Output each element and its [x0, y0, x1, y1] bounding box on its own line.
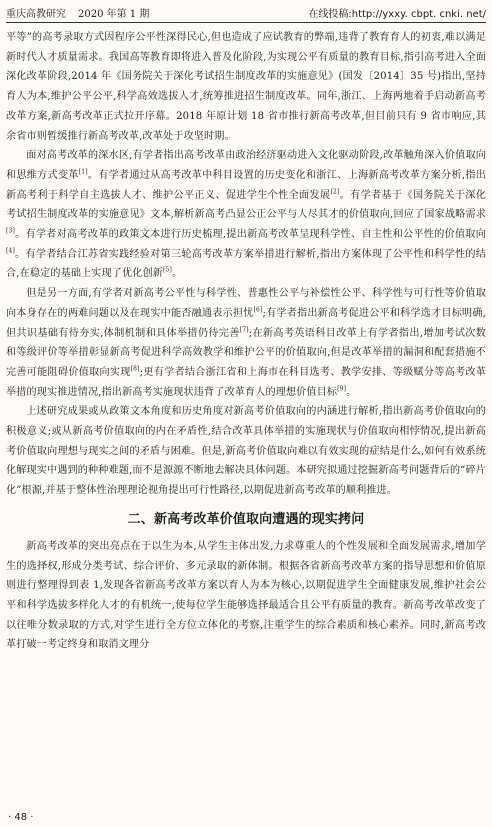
- citation-ref: [9]: [337, 385, 347, 393]
- text-run: 。有学者结合江苏省实践经验对第三轮高考改革方案举措进行解析,指出方案体现了公平性和科学性的结合,在稳定的基础上实现了优化创新: [6, 248, 486, 280]
- section-title: 二、新高考改革价值取向遭遇的现实拷问: [127, 511, 365, 527]
- issue-label: 2020 年第 1 期: [78, 8, 150, 20]
- journal-name: 重庆高教研究: [6, 8, 66, 20]
- citation-ref: [3]: [6, 227, 15, 235]
- text-run: 。: [171, 268, 183, 280]
- paragraph: 上述研究成果或从政策文本角度和历史角度对新高考价值取向的内涵进行解析,指出新高考价值取向的积极意义;或从新高考价值取向的内在矛盾性,结合改革具体举措的实施现状与价值取向相悖情况,提出新高考价值取向理想与现实之间的矛盾与困难。但是,新高考价值取向难以有效实现的症结是什么,如何有效系统化解现实中遇到的种种难题,而不是源源不断地去解决具体问题。本研究拟通过挖掘新高考问题背后的“碎片化”根源,并基于整体性治理理论视角提出可行性路径,以期促进新高考改革的顺利推进。: [6, 406, 486, 497]
- header-rule: [6, 22, 486, 23]
- text-run: ;更有学者结合浙江省和上海市在科目选考、教学安排、等级赋分等高考改革举措的现实推进情况,指出新高考实施现状违背了改革育人的理想价值目标: [6, 366, 486, 398]
- citation-ref: [7]: [239, 326, 249, 334]
- paragraph: 平等”的高考录取方式因程序公平性深得民心,但也造成了应试教育的弊端,违背了教育育人的初衷,难以满足新时代人才质量需求。我国高等教育即将进入普及化阶段,为实现公平有质量的教育目标,指引高考进入全面深化改革阶段,2014 年《国务院关于深化考试招生制度改革的实施意见》(国发〔2014〕35 号)指出,坚持育人为本,维护公平公平,科学高效选拔人才,统筹推进招生制度改革。同年,浙江、上海两地着手启动新高考改革方案,新高考改革正式拉开序幕。2018 年原计划 18 省市推行新高考改革,但目前只有 9 省市响应,其余省市则暂缓推行新高考改革,改革处于攻坚时期。: [6, 32, 486, 142]
- paragraph-group-1: [6, 28, 486, 501]
- text-run: 。有学者通过从高考改革中科目设置的历史变化和浙江、上海新高考改革方案分析,指出新高考利于科学自主选拔人才、维护公平正义、促进学生个性全面发展: [6, 169, 486, 201]
- text-run: 。有学者基于《国务院关于深化考试招生制度改革的实施意见》文本,解析新高考凸显公正公平与人尽其才的价值取向,回应了国家战略需求: [6, 189, 486, 221]
- header-left: [6, 5, 149, 20]
- paragraph-group-2: [6, 537, 486, 655]
- citation-ref: [4]: [6, 247, 15, 255]
- text-run: ;在新高考英语科目改革上有学者指出,增加考试次数和等级评价等举措彰显新高考促进科学高效教学和维护公平的价值取向,但是改革举措的漏洞和配套措施不完善可能阻碍价值取向实现: [6, 327, 486, 378]
- page-number: · 48 ·: [8, 812, 34, 823]
- paragraph: 新高考改革的突出亮点在于以生为本,从学生主体出发,力求尊重人的个性发展和全面发展需求,增加学生的选择权,形成分类考试、综合评价、多元录取的新体制。根据各省新高考改革方案的指导思想和价值原则进行整理得到表 1,发现各省新高考改革方案以育人为本为核心,以期促进学生全面健康发展,维护社会公平和科学选拔多样化人才的有机统一,使每位学生能够选择最适合且公平有质量的教育。新高考改革改变了以往唯分数录取的方式,对学生进行全方位立体化的考察,注重学生的综合素质和核心素养。同时,新高考改革打破一考定终身和取消文理分: [6, 540, 486, 651]
- running-header: [6, 3, 486, 21]
- text-run: 。: [346, 386, 357, 398]
- article-body: [6, 28, 486, 655]
- citation-ref: [1]: [78, 168, 88, 176]
- text-run: 。有学者对高考改革的政策文本进行历史梳理,提出新高考改革呈现科学性、自主性和公平性的价值取向: [14, 229, 486, 241]
- text-run: ;有学者指出新高考促进公平和科学选才目标明确,但共识基础有待夯实,体制机制和具体举措仍待完善: [6, 307, 486, 339]
- citation-ref: [5]: [163, 267, 172, 275]
- citation-ref: [2]: [330, 188, 340, 196]
- text-run: 但是另一方面,有学者对新高考公平性与科学性、普惠性公平与补偿性公平、科学性与可行性等价值取向本身存在的两难问题以及在现实中能否融通表示担忧: [6, 288, 486, 319]
- text-run: 面对高考改革的深水区,有学者指出高考改革由政治经济驱动进入文化驱动阶段,改革触角深入价值取向和思维方式变革: [6, 150, 486, 181]
- paragraph: [6, 284, 486, 402]
- citation-ref: [6]: [253, 306, 263, 314]
- submission-url: 在线投稿:http://yxxy. cbpt. cnki. net/: [308, 8, 486, 20]
- citation-ref: [8]: [130, 365, 140, 373]
- paragraph: [6, 146, 486, 284]
